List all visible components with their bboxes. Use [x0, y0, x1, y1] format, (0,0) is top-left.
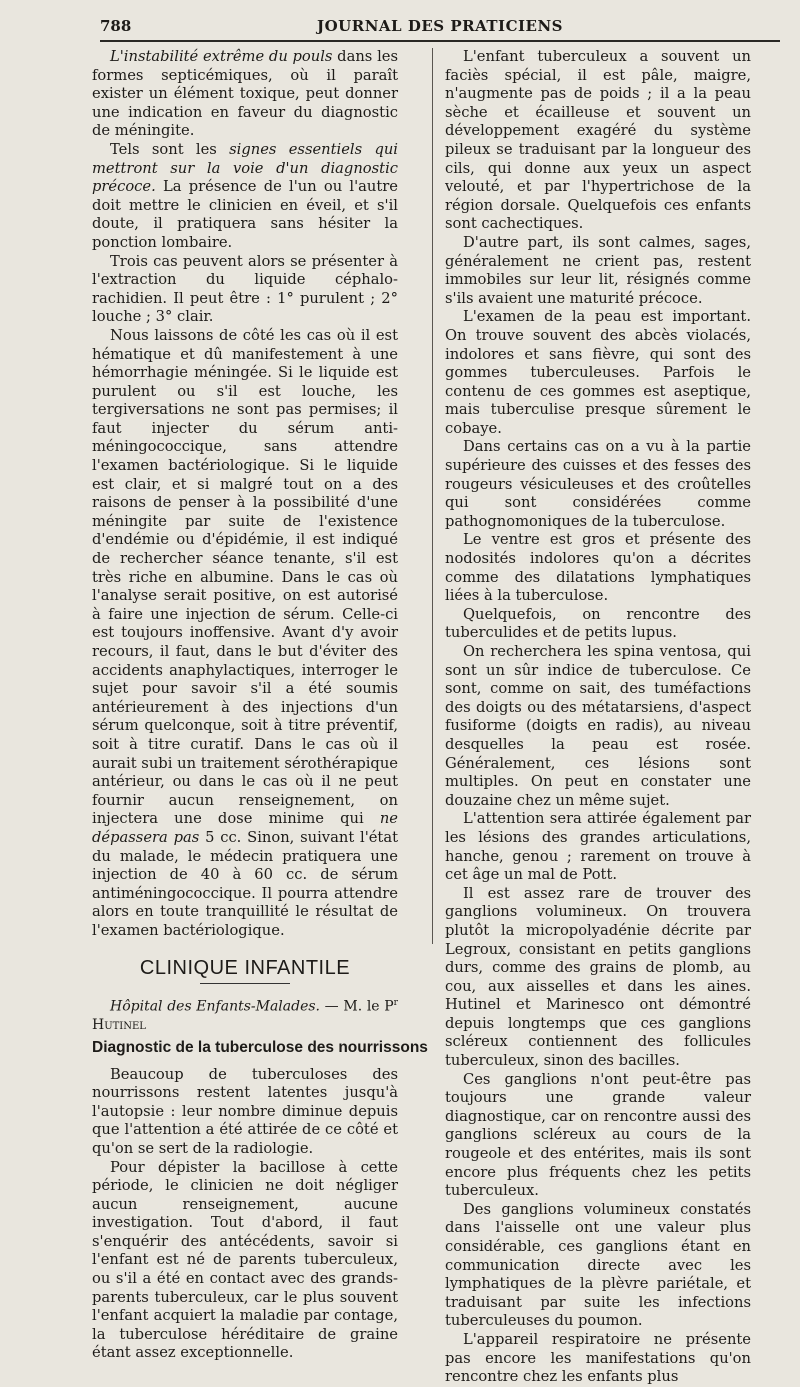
paragraph: L'examen de la peau est important. On trouve souvent des abcès violacés, indolores et sans fièvre, qui sont des gommes tuberculeuses. Parfois le contenu de ces gommes est aseptique, mais tuberculise presque sûrement le cobaye. [445, 308, 751, 437]
paragraph: L'attention sera attirée également par les lésions des grandes articulations, hanche, genou ; rarement on trouve à cet âge un mal de Pott. [445, 810, 751, 884]
paragraph: Beaucoup de tuberculoses des nourrissons restent latentes jusqu'à l'autopsie : leur nombre diminue depuis que l'attention a été attirée de ce côté et qu'on se sert de la radiologie. [92, 1065, 398, 1157]
paragraph: Des ganglions volumineux constatés dans l'aisselle ont une valeur plus considérable, ces ganglions étant en communication directe avec les lymphatiques de la plèvre pariétale, et traduisant par suite les infections tuberculeuses du poumon. [445, 1200, 751, 1330]
running-title: JOURNAL DES PRATICIENS [317, 17, 563, 35]
paragraph: Le ventre est gros et présente des nodosités indolores qu'on a décrites comme des dilatations lymphatiques liées à la tuberculose. [445, 531, 751, 605]
paragraph: Dans certains cas on a vu à la partie supérieure des cuisses et des fesses des rougeurs vésiculeuses et des croûtelles qui sont considérées comme pathognomoniques de la tuberculose. [445, 438, 751, 530]
paragraph: Trois cas peuvent alors se présenter à l'extraction du liquide céphalo-rachidien. Il peut être : 1° purulent ; 2° louche ; 3° clair. [92, 252, 398, 326]
hospital-byline: Hôpital des Enfants-Malades. — M. le $P^r$ Hutinel [92, 998, 398, 1034]
right-column [445, 48, 751, 1387]
paragraph: On recherchera les spina ventosa, qui sont un sûr indice de tuberculose. Ce sont, comme on sait, des tuméfactions des doigts ou des métatarsiens, d'aspect fusiforme (doigts en radis), au niveau desquelles la peau est rosée. Généralement, ces lésions sont multiples. On peut en constater une douzaine chez un même sujet. [445, 643, 751, 809]
paragraph: Pour dépister la bacillose à cette période, le clinicien ne doit négliger aucun renseignement, aucune investigation. Tout d'abord, il faut s'enquérir des antécédents, savoir si l'enfant est né de parents tuberculeux, ou s'il a été en contact avec des grands-parents tuberculeux, car le plus souvent l'enfant acquiert la maladie par contage, la tuberculose héréditaire de graine étant assez exceptionnelle. [92, 1158, 398, 1362]
article-title: Diagnostic de la tuberculose des nourrissons [92, 1038, 428, 1056]
paragraph: L'appareil respiratoire ne présente pas encore les manifestations qu'on rencontre chez les enfants plus [445, 1330, 751, 1386]
paragraph: Ces ganglions n'ont peut-être pas toujours une grande valeur diagnostique, car on rencontre aussi des ganglions scléreux au cours de la rougeole et des entérites, mais ils sont encore plus fréquents chez les petits tuberculeux. [445, 1070, 751, 1200]
column-divider [432, 48, 433, 944]
section-title: CLINIQUE INFANTILE [139, 956, 351, 979]
page-number: 788 [100, 17, 132, 35]
paragraph: Il est assez rare de trouver des ganglions volumineux. On trouvera plutôt la micropolyadénie décrite par Legroux, consistant en petits ganglions durs, comme des grains de plomb, au cou, aux aisselles et dans les aines. Hutinel et Marinesco ont démontré depuis longtemps que ces ganglions scléreux contiennent des follicules tuberculeux, sinon des bacilles. [445, 884, 751, 1070]
paragraph: Quelquefois, on rencontre des tuberculides et de petits lupus. [445, 605, 751, 642]
paragraph: L'enfant tuberculeux a souvent un faciès spécial, il est pâle, maigre, n'augmente pas de poids ; il a la peau sèche et écailleuse et souvent un développement exagéré du système pileux se traduisant par la longueur des cils, qui donne aux yeux un aspect velouté, et par l'hypertrichose de la région dorsale. Quelquefois ces enfants sont cachectiques. [445, 48, 751, 233]
paragraph: D'autre part, ils sont calmes, sages, généralement ne crient pas, restent immobiles sur leur lit, résignés comme s'ils avaient une maturité précoce. [445, 233, 751, 307]
page-header [100, 14, 780, 42]
paragraph: Nous laissons de côté les cas où il est hématique et dû manifestement à une hémorrhagie méningée. Si le liquide est purulent ou s'il est louche, les tergiversations ne sont pas permises; il faut injecter du sérum anti-méningococcique, sans attendre l'examen bactériologique. Si le liquide est clair, et si malgré tout on a des raisons de penser à la possibilité d'une méningite par suite de l'existence d'endémie ou d'épidémie, il est indiqué de rechercher séance tenante, s'il est très riche en albumine. Dans le cas où l'analyse serait positive, on est autorisé à faire une injection de sérum. Celle-ci est toujours inoffensive. Avant d'y avoir recours, il faut, dans le but d'éviter des accidents anaphylactiques, interroger le sujet pour savoir s'il a été soumis antérieurement à des injections d'un sérum quelconque, soit à titre préventif, soit à titre curatif. Dans le cas où il aurait subi un traitement sérothérapique antérieur, ou dans le cas où il ne peut fournir aucun renseignement, on injectera une dose minime qui ne dépassera pas 5 cc. Sinon, suivant l'état du malade, le médecin pratiquera une injection de 40 à 60 cc. de sérum antiméningococcique. Il pourra attendre alors en toute tranquillité le résultat de l'examen bactériologique. [92, 326, 398, 939]
section-divider [200, 983, 290, 984]
left-column [92, 48, 428, 1363]
paragraph: Tels sont les signes essentiels qui mettront sur la voie d'un diagnostic précoce. La présence de l'un ou l'autre doit mettre le clinicien en éveil, et s'il doute, il pratiquera sans hésiter la ponction lombaire. [92, 140, 399, 251]
paragraph: L'instabilité extrême du pouls dans les formes septicémiques, où il paraît exister un élément toxique, peut donner une indication en faveur du diagnostic de méningite. [92, 48, 399, 140]
